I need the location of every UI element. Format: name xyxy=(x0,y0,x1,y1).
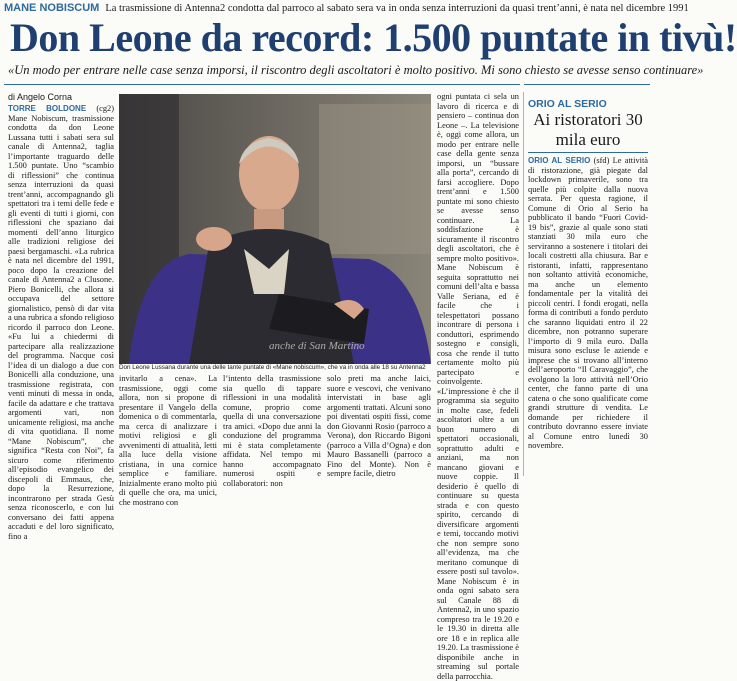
article-column-3 xyxy=(223,374,321,488)
sidebar-kicker: ORIO AL SERIO xyxy=(528,98,607,110)
photo-caption: Don Leone Lussana durante una delle tante puntate di «Mane nobiscum», che va in onda alle 18 su Antenna2 xyxy=(119,364,426,371)
article-column-1 xyxy=(8,104,114,541)
article-photo xyxy=(119,94,431,364)
topline-text: La trasmissione di Antenna2 condotta dal parroco al sabato sera va in onda senza interruzioni da quasi trent’anni, è nata nel dicembre 1991 xyxy=(105,3,689,14)
topline xyxy=(4,2,689,16)
subheadline: «Un modo per entrare nelle case senza imporsi, il riscontro degli ascoltatori è molto positivo. Mi sono chiesto se avesse senso continuare» xyxy=(8,63,704,77)
article-text: solo preti ma anche laici, suore e vescovi, che venivano intervistati in base agli argomenti trattati. Alcuni sono poi diventati ospiti fissi, come don Giovanni Rosio (parroco a Verona), don Riccardo Bigoni (parroco a Villa d’Ogna) e don Mauro Bassanelli (parroco a Fino del Monte). Non è sempre facile, dietro xyxy=(327,374,431,478)
divider xyxy=(524,84,650,85)
article-column-4 xyxy=(327,374,431,476)
article-text: (cg2) Mane Nobiscum, trasmissione condotta da don Leone Lussana tutti i sabati sera sul canale di Antenna2, taglia l’importante traguardo delle 1.500 puntate. Uno “scambio di riflessioni” che continua senza interruzioni da quasi trent’anni, accompagnando gli spettatori tra i temi delle fede e gli eventi di tutti i giorni, con riflessioni che spaziano dai momenti dell’anno liturgico alle tradizioni religiose dei paesi bergamaschi. «La rubrica è nata nel dicembre del 1991, poco dopo la creazione del canale di Antenna2 a Clusone. Piero Bonicelli, che allora si occupava del settore giornalistico, pensò di dar vita a una rubrica a sfondo religioso ricordo il parroco don Leone. «Fu lui a chiedermi di partecipare alla realizzazione del programma. Nacque così l’idea di un dialogo a due con Bonicelli alla conduzione, una trasmissione registrata, con venti minuti di messa in onda, facile da adattare e che trattava argomenti vari, non unicamente religiosi, ma anche di vita quotidiana. Il nome “Mane Nobiscum”, che significa “Resta con Noi”, fa sicuro come riferimento all’episodio evangelico dei discepoli di Emmaus, che, dopo la Resurrezione, incontrarono per strada Gesù senza riconoscerlo, e con lui conversano dei fatti appena accaduti e del loro significato, fino a xyxy=(8,104,114,541)
article-column-5 xyxy=(437,92,519,681)
article-text: (sfd) Le attività di ristorazione, già piegate dal lockdown primaverile, sono tra quelle più colpite dalla nuova serrata. Per questa ragione, il Comune di Orio al Serio ha pubblicato il bando “Fuori Covid-19 bis”, grazie al quale sono stati stanziati 30 mila euro che serviranno a sostenere i titolari dei locali costretti alla chiusura. Bar e ristoranti, infatti, rappresentano non soltanto attività economiche, ma anche un elemento fondamentale per la vitalità dei piccoli centri. I fondi erogati, nella forma di contributi a fondo perduto che saranno liquidati entro il 22 dicembre, non potranno superare l’importo di 9 mila euro. Dalla misura sono escluse le aziende e imprese che si trovano all’interno dell’aeroporto “Il Caravaggio”, che evolgono la loro attività nell’Orio center, che fanno parte di una catena o che sono qualificate come grandi strutture di vendita. Le domande per richiedere il contributo dovranno essere inviate al Comune entro lunedì 30 novembre. xyxy=(528,156,649,450)
photo-watermark: anche di San Martino xyxy=(269,340,365,352)
divider xyxy=(528,152,648,153)
sidebar-article xyxy=(528,156,648,476)
headline: Don Leone da record: 1.500 puntate in tivù! xyxy=(10,15,737,60)
dateline: ORIO AL SERIO xyxy=(528,156,591,165)
divider xyxy=(523,92,524,476)
divider xyxy=(4,84,520,85)
byline: di Angelo Corna xyxy=(8,92,73,102)
dateline: TORRE BOLDONE xyxy=(8,104,87,113)
sidebar-headline: Ai ristoratori 30 mila euro xyxy=(533,110,643,149)
article-text: invitarlo a cena». La trasmissione, oggi come allora, non si propone di presentare il Vangelo della domenica o di commentarla, ma cerca di analizzare i motivi religiosi e gli avvenimenti di attualità, letti alla luce della visione cristiana, in una cornice semplice e familiare. Inizialmente erano molto piú di quelle che ora, ma unici, che mostrano con xyxy=(119,374,217,507)
article-text: l’intento della trasmissione sia quello di tappare riflessioni in una modalità comune, proprio come quella di una conversazione tra amici. «Dopo due anni la conduzione del programma mi è stata completamente affidata. Nel tempo mi hanno accompagnato numerosi ospiti e collaboratori: non xyxy=(223,374,321,488)
section-kicker: MANE NOBISCUM xyxy=(4,2,100,14)
article-text: ogni puntata ci sela un lavoro di ricerca e di pensiero – continua don Leone –. La televisione è, oggi come allora, un modo per entrare nelle case della gente senza imporsi, un “bussare alla porta”, cercando di farsi accogliere. Dopo trent’anni e 1.500 puntate mi sono chiesto se avesse senso continuare. La soddisfazione è sicuramente il riscontro degli ascoltatori, che è sempre molto positivo». Mane Nobiscum è seguita soprattutto nei comuni dell’alta e bassa Valle Seriana, ed è facile che i telespettatori possano incontrare di persona i conduttori, esprimendo sostegno e consigli, cosa che rende il tutto certamente molto più partecipato e coinvolgente. «L’impressione è che il programma sia seguito in molte case, fedeli ascoltatori oltre a un buon numero di spettatori occasionali, soprattutto adulti e anziani, ma non mancano giovani e nuove coppie. Il desiderio è quello di continuare su questa strada e con questo spirito, cercando di diversificare argomenti e temi, toccando motivi che non sempre sono all’evidenza, ma che meritano comunque di essere posti sul tavolo». Mane Nobiscum è in onda ogni sabato sera sul Canale 88 di Antenna2, in uno spazio compreso tra le 19.20 e le 19.30 in diretta alle ore 18 e in replica alle 19.20. La trasmissione è disponibile anche in streaming sul portale della parrocchia. xyxy=(437,92,519,681)
photo-illustration xyxy=(119,94,431,364)
article-column-2 xyxy=(119,374,217,507)
